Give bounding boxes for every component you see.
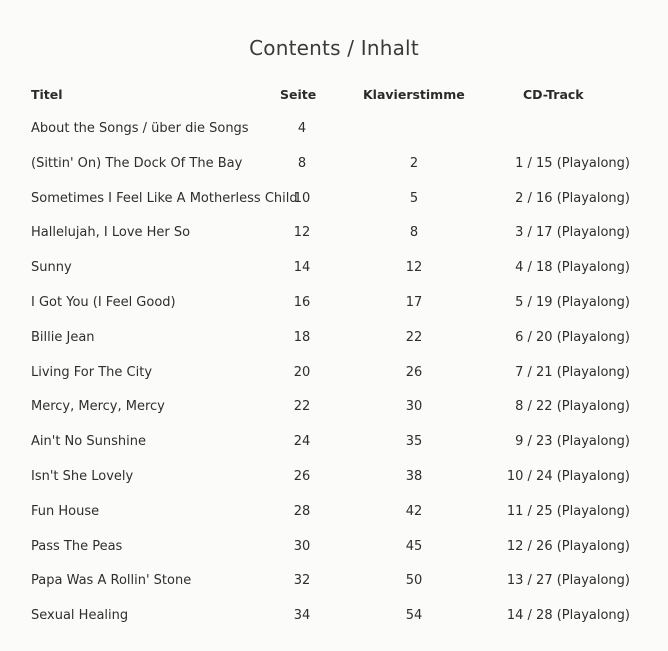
cd-track: 5 / 19 (Playalong)	[515, 294, 630, 310]
page-number: 24	[293, 434, 311, 450]
piano-page: 30	[405, 399, 423, 415]
piano-page: 22	[405, 329, 423, 345]
piano-page: 8	[409, 225, 419, 241]
song-title: Pass The Peas	[31, 538, 123, 554]
cd-track: 12 / 26 (Playalong)	[506, 538, 630, 554]
table-row	[0, 115, 668, 150]
table-row	[0, 219, 668, 254]
page-number: 22	[293, 399, 311, 415]
table-row	[0, 533, 668, 568]
page-number: 12	[293, 225, 311, 241]
page-number: 34	[293, 608, 311, 624]
table-row	[0, 567, 668, 602]
cd-track: 6 / 20 (Playalong)	[515, 329, 630, 345]
song-title: Sexual Healing	[31, 608, 129, 624]
page-number: 30	[293, 538, 311, 554]
song-title: Sometimes I Feel Like A Motherless Child	[31, 190, 298, 206]
table-row	[0, 185, 668, 220]
table-row	[0, 289, 668, 324]
piano-page: 12	[405, 260, 423, 276]
page-number: 8	[297, 155, 307, 171]
header-cd-track: CD-Track	[523, 87, 584, 102]
table-row	[0, 602, 668, 637]
cd-track: 3 / 17 (Playalong)	[515, 225, 630, 241]
song-title: Living For The City	[31, 364, 153, 380]
page-number: 16	[293, 294, 311, 310]
contents-table	[0, 115, 668, 637]
cd-track: 2 / 16 (Playalong)	[515, 190, 630, 206]
table-row	[0, 359, 668, 394]
cd-track: 14 / 28 (Playalong)	[506, 608, 630, 624]
cd-track: 10 / 24 (Playalong)	[506, 468, 630, 484]
page-number: 18	[293, 329, 311, 345]
page-number: 32	[293, 573, 311, 589]
song-title: Mercy, Mercy, Mercy	[31, 399, 165, 415]
header-page: Seite	[280, 87, 317, 102]
page-number: 28	[293, 503, 311, 519]
song-title: Sunny	[31, 260, 72, 276]
piano-page: 5	[409, 190, 419, 206]
song-title: Billie Jean	[31, 329, 95, 345]
piano-page: 50	[405, 573, 423, 589]
table-row	[0, 254, 668, 289]
cd-track: 11 / 25 (Playalong)	[506, 503, 630, 519]
header-title: Titel	[31, 87, 63, 102]
cd-track: 7 / 21 (Playalong)	[515, 364, 630, 380]
page-number: 26	[293, 468, 311, 484]
table-row	[0, 324, 668, 359]
piano-page: 42	[405, 503, 423, 519]
song-title: I Got You (I Feel Good)	[31, 294, 176, 310]
table-row	[0, 150, 668, 185]
table-row	[0, 393, 668, 428]
page-number: 10	[293, 190, 311, 206]
page-number: 20	[293, 364, 311, 380]
cd-track: 1 / 15 (Playalong)	[515, 155, 630, 171]
song-title: Isn't She Lovely	[31, 468, 134, 484]
page-number: 14	[293, 260, 311, 276]
piano-page: 38	[405, 468, 423, 484]
page-number: 4	[297, 121, 307, 136]
cd-track: 8 / 22 (Playalong)	[515, 399, 630, 415]
piano-page: 45	[405, 538, 423, 554]
piano-page: 26	[405, 364, 423, 380]
table-row	[0, 463, 668, 498]
cd-track: 9 / 23 (Playalong)	[515, 434, 630, 450]
piano-page: 35	[405, 434, 423, 450]
page-title: Contents / Inhalt	[249, 36, 419, 60]
song-title: (Sittin' On) The Dock Of The Bay	[31, 155, 243, 171]
song-title: Fun House	[31, 503, 100, 519]
song-title: Papa Was A Rollin' Stone	[31, 573, 192, 589]
song-title: Hallelujah, I Love Her So	[31, 225, 191, 241]
piano-page: 17	[405, 294, 423, 310]
table-row	[0, 498, 668, 533]
piano-page: 2	[409, 155, 419, 171]
header-piano: Klavierstimme	[363, 87, 465, 102]
song-title: Ain't No Sunshine	[31, 434, 146, 450]
song-title: About the Songs / über die Songs	[31, 121, 249, 136]
cd-track: 13 / 27 (Playalong)	[506, 573, 630, 589]
cd-track: 4 / 18 (Playalong)	[515, 260, 630, 276]
table-row	[0, 428, 668, 463]
piano-page: 54	[405, 608, 423, 624]
